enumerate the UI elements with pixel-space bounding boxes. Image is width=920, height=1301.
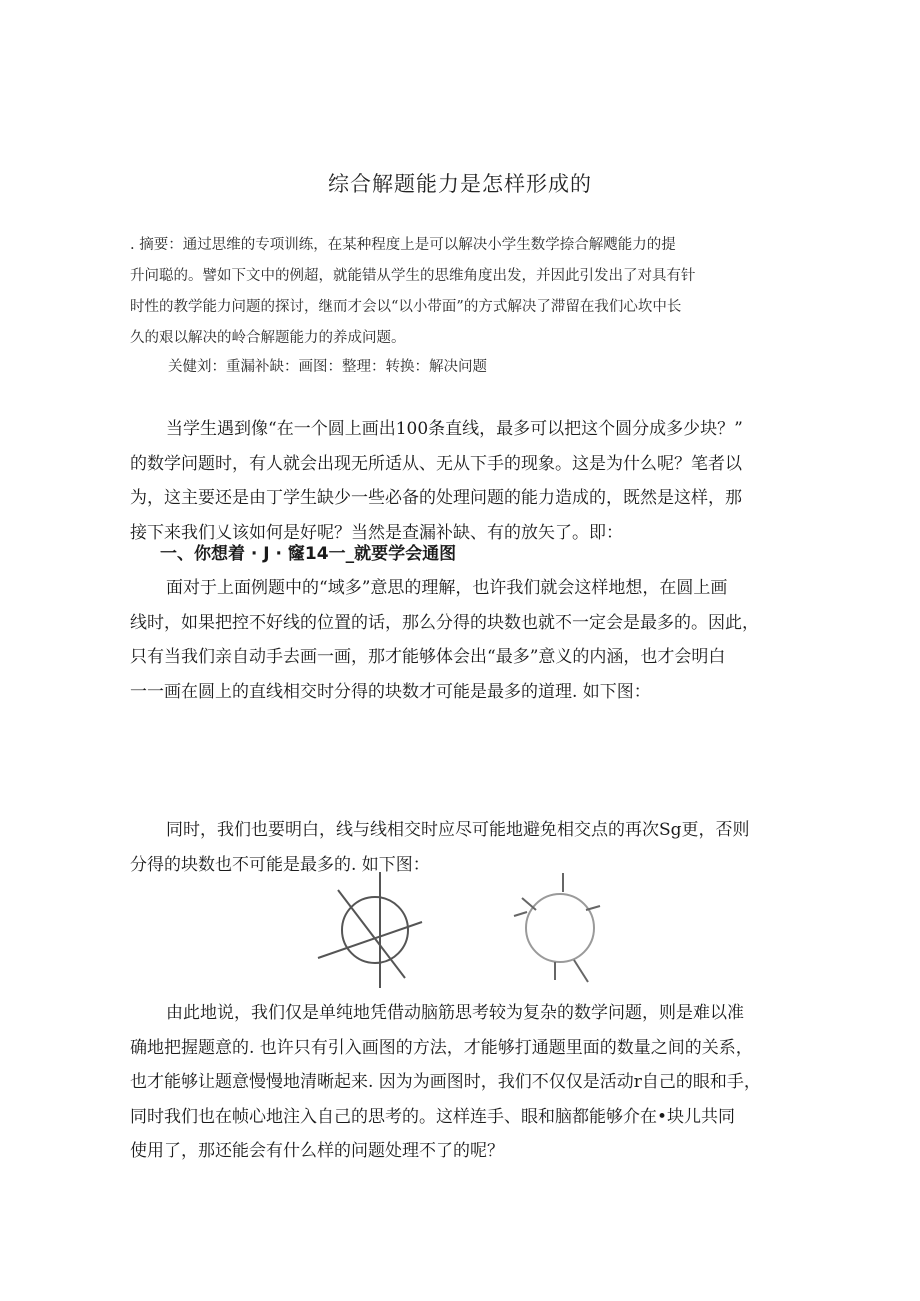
paragraph-line: 一一画在圆上的直线相交时分得的块数才可能是最多的道理. 如下图： — [130, 681, 651, 702]
paragraph-line: 由此地说，我们仅是单纯地凭借动脑筋思考较为复杂的数学问题，则是难以准 — [166, 1003, 744, 1023]
circle-with-outside-lines-icon — [500, 870, 620, 990]
paragraph-line: 当学生遇到像“在一个圆上画出100条直线，最多可以把这个圆分成多少块？” — [166, 419, 743, 439]
section-heading: 一、你想着 · J · 窿14一_就要学会通图 — [160, 544, 457, 564]
paragraph-conclusion — [130, 996, 802, 1169]
abstract-line: 升问聪的。譬如下文中的例超，就能错从学生的思维角度出发，并因此引发出了对具有针 — [130, 268, 696, 284]
abstract-line: 时性的教学能力问题的探讨，继而才会以“以小带面”的方式解决了滞留在我们心坎中长 — [130, 299, 682, 315]
circle-with-three-crossing-lines-icon — [310, 870, 440, 990]
paragraph-line: 线时，如果把控不好线的位置的话，那么分得的块数也就不一定会是最多的。因此， — [130, 612, 759, 633]
paragraph-line: 的数学问题时，有人就会出现无所适从、无从下手的现象。这是为什么呢？笔者以 — [130, 453, 742, 474]
paragraph-line: 面对于上面例题中的“域多”意思的理解，也许我们就会这样地想，在圆上画 — [166, 578, 728, 598]
paragraph-line: 也才能够让题意慢慢地清晰起来. 因为为画图时，我们不仅仅是活动r自己的眼和手， — [130, 1072, 761, 1092]
abstract-line: . 摘要：通过思维的专项训练，在某种程度上是可以解决小学生数学捺合解飕能力的提 — [130, 237, 676, 253]
paragraph-drawing — [130, 571, 802, 709]
paragraph-line: 确地把握题意的. 也许只有引入画图的方法，才能够打通题里面的数量之间的关系， — [130, 1037, 753, 1058]
paragraph-line: 同时，我们也要明白，线与线相交时应尽可能地避免相交点的再次Sg更，否则 — [166, 820, 750, 840]
paragraph-line: 为，这主要还是由丁学生缺少一些必备的处理问题的能力造成的，既然是这样，那 — [130, 488, 742, 508]
paragraph-intro — [130, 412, 802, 550]
paragraph-line: 分得的块数也不可能是最多的. 如下图： — [130, 854, 430, 875]
paragraph-line: 同时我们也在帧心地注入自己的思考的。这样连手、眼和脑都能够介在•块儿共同 — [130, 1106, 736, 1127]
paragraph-line: 接下来我们乂该如何是好呢？当然是查漏补缺、有的放矢了。即： — [130, 522, 623, 543]
abstract-line: 久的艰以解决的岭合解题能力的养成问题。 — [130, 330, 406, 346]
abstract — [130, 230, 790, 354]
paragraph-intersections — [130, 813, 802, 882]
document-title: 综合解题能力是怎样形成的 — [328, 172, 592, 196]
keywords: 关健刘：重漏补缺：画图：整理：转换：解决问题 — [168, 359, 487, 375]
paragraph-line: 只有当我们亲自动手去画一画，那才能够体会出“最多”意义的内涵，也才会明白 — [130, 647, 726, 667]
paragraph-line: 使用了，那还能会有什么样的问题处理不了的呢？ — [130, 1141, 504, 1161]
